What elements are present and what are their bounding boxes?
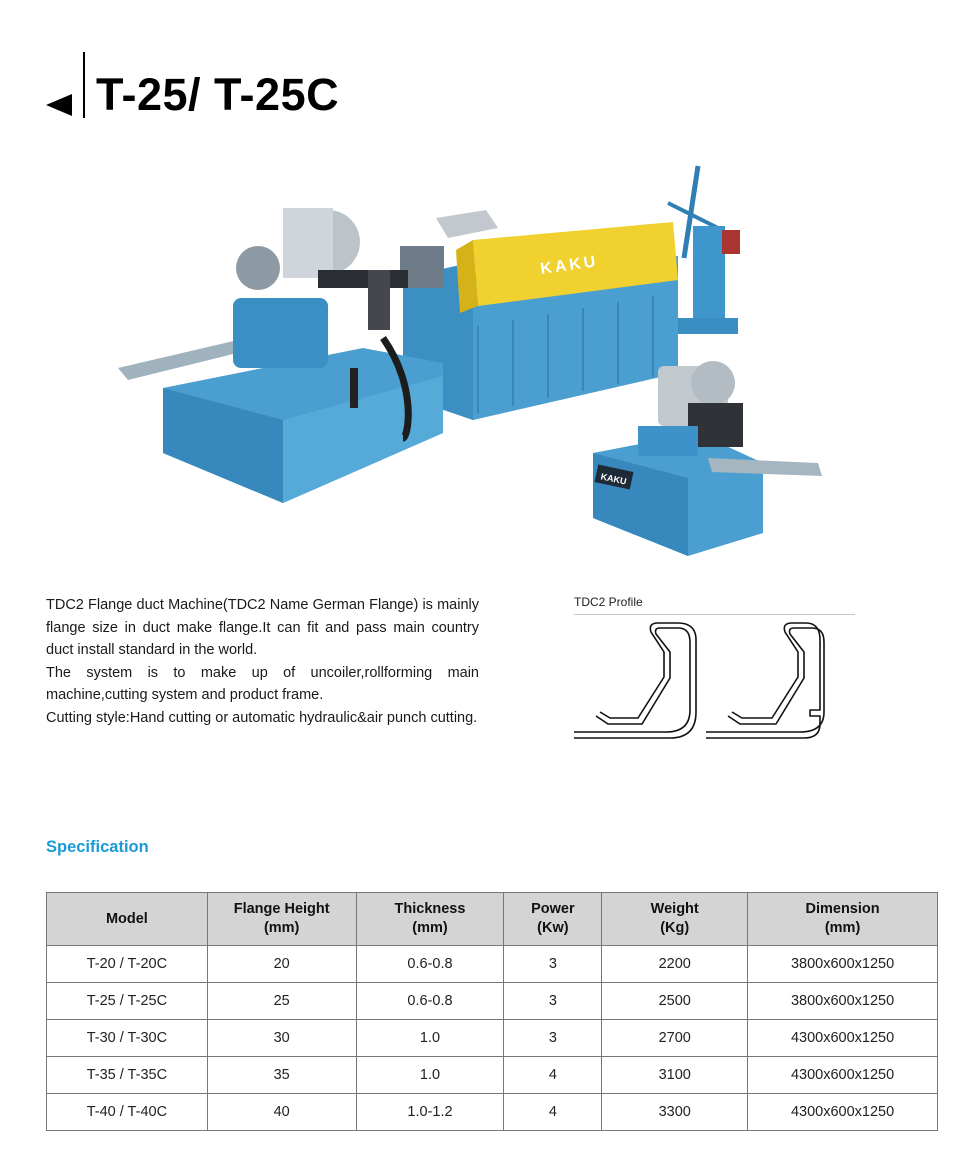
cell-power: 4 [504, 1057, 602, 1094]
brand-label-main: KAKU [539, 253, 600, 279]
cell-model: T-35 / T-35C [47, 1057, 208, 1094]
cell-weight: 3100 [602, 1057, 748, 1094]
cell-dimension: 4300x600x1250 [748, 1094, 938, 1131]
profile-label: TDC2 Profile [574, 595, 643, 609]
cell-flange-height: 20 [207, 946, 356, 983]
column-header-flange-height: Flange Height (mm) [207, 893, 356, 946]
profile-divider [574, 614, 855, 615]
cutting-station-right [593, 361, 822, 556]
column-header-thickness: Thickness (mm) [356, 893, 504, 946]
uncoiler [668, 166, 740, 334]
table-header-row [47, 893, 938, 946]
cell-thickness: 1.0-1.2 [356, 1094, 504, 1131]
cell-weight: 2700 [602, 1020, 748, 1057]
cell-dimension: 3800x600x1250 [748, 983, 938, 1020]
cell-model: T-25 / T-25C [47, 983, 208, 1020]
cell-power: 3 [504, 946, 602, 983]
cutting-station-left [118, 208, 443, 503]
description-paragraph: Cutting style:Hand cutting or automatic hydraulic&air punch cutting. [46, 709, 478, 726]
cell-flange-height: 35 [207, 1057, 356, 1094]
title-divider [83, 52, 85, 118]
cell-model: T-20 / T-20C [47, 946, 208, 983]
cell-weight: 3300 [602, 1094, 748, 1131]
title-arrow-icon [46, 94, 72, 116]
column-header-weight: Weight (Kg) [602, 893, 748, 946]
cell-dimension: 4300x600x1250 [748, 1020, 938, 1057]
cell-flange-height: 25 [207, 983, 356, 1020]
cell-flange-height: 30 [207, 1020, 356, 1057]
table-row [47, 1020, 938, 1057]
profile-shape-variant [706, 623, 824, 738]
cell-weight: 2500 [602, 983, 748, 1020]
column-header-power: Power (Kw) [504, 893, 602, 946]
machine-photo [118, 158, 828, 558]
cell-power: 4 [504, 1094, 602, 1131]
profile-shape-standard [574, 623, 696, 738]
cell-power: 3 [504, 983, 602, 1020]
cell-thickness: 0.6-0.8 [356, 983, 504, 1020]
table-row [47, 946, 938, 983]
cell-model: T-30 / T-30C [47, 1020, 208, 1057]
cell-thickness: 1.0 [356, 1057, 504, 1094]
specification-title: Specification [46, 838, 149, 856]
column-header-model: Model [47, 893, 208, 946]
cell-power: 3 [504, 1020, 602, 1057]
description [46, 594, 479, 729]
cell-flange-height: 40 [207, 1094, 356, 1131]
description-paragraph: TDC2 Flange duct Machine(TDC2 Name German Flange) is mainly flange size in duct make flange.It can fit and pass main country duct install standard in the world. [46, 597, 479, 658]
cell-thickness: 1.0 [356, 1020, 504, 1057]
cell-dimension: 3800x600x1250 [748, 946, 938, 983]
column-header-dimension: Dimension (mm) [748, 893, 938, 946]
cell-weight: 2200 [602, 946, 748, 983]
brand-label-cutter: KAKU [599, 471, 628, 487]
table-row [47, 1057, 938, 1094]
specification-table [46, 892, 938, 1131]
cell-dimension: 4300x600x1250 [748, 1057, 938, 1094]
table-row [47, 983, 938, 1020]
cell-model: T-40 / T-40C [47, 1094, 208, 1131]
profile-diagram [570, 620, 830, 744]
cell-thickness: 0.6-0.8 [356, 946, 504, 983]
table-row [47, 1094, 938, 1131]
page-title: T-25/ T-25C [96, 69, 340, 120]
description-paragraph: The system is to make up of uncoiler,rollforming main machine,cutting system and product frame. [46, 664, 479, 703]
